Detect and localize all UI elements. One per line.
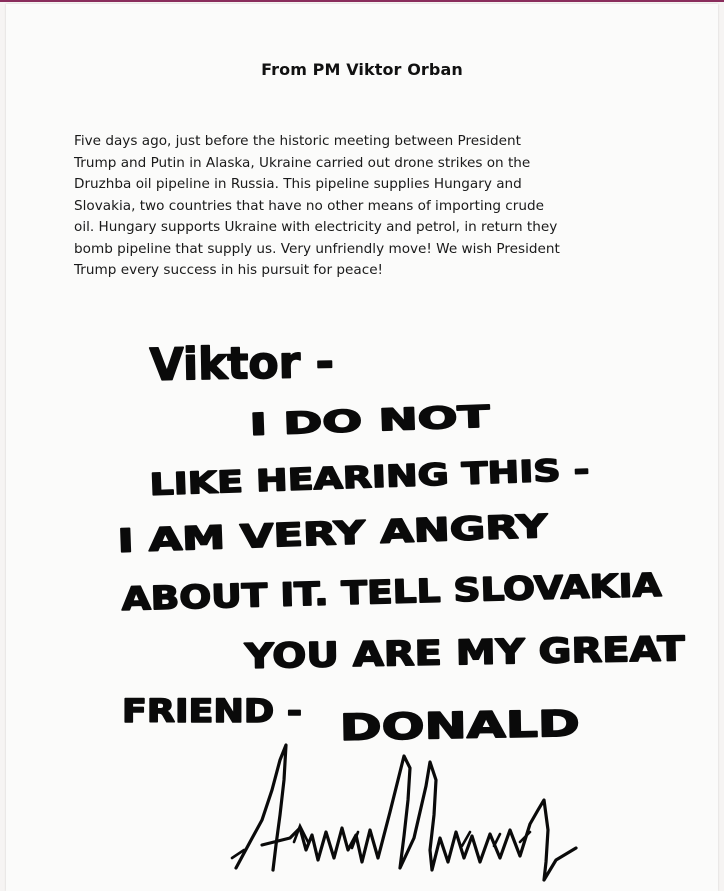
body-line: Five days ago, just before the historic meeting between President	[74, 133, 521, 149]
handwritten-line: ABOUT IT. TELL SLOVAKIA	[121, 567, 583, 618]
handwritten-line: I DO NOT	[249, 402, 404, 443]
handwritten-line: I AM VERY ANGRY	[116, 510, 437, 560]
body-line: Slovakia, two countries that have no other means of importing crude	[74, 197, 544, 214]
body-line: Trump every success in his pursuit for peace!	[74, 262, 384, 278]
handwritten-line: LIKE HEARING THIS -	[149, 455, 500, 503]
handwritten-line: YOU ARE MY GREAT	[244, 630, 619, 677]
handwritten-line: FRIEND -	[122, 692, 302, 730]
body-line: Druzhba oil pipeline in Russia. This pipeline supplies Hungary and	[74, 176, 522, 192]
letter-title: From PM Viktor Orban	[261, 60, 463, 79]
handwritten-line: DONALD	[339, 705, 512, 749]
body-line: oil. Hungary supports Ukraine with electricity and petrol, in return they	[74, 219, 558, 235]
body-line: bomb pipeline that supply us. Very unfriendly move! We wish President	[74, 240, 560, 257]
body-line: Trump and Putin in Alaska, Ukraine carried out drone strikes on the	[74, 154, 531, 171]
handwritten-line: Viktor -	[149, 336, 335, 391]
